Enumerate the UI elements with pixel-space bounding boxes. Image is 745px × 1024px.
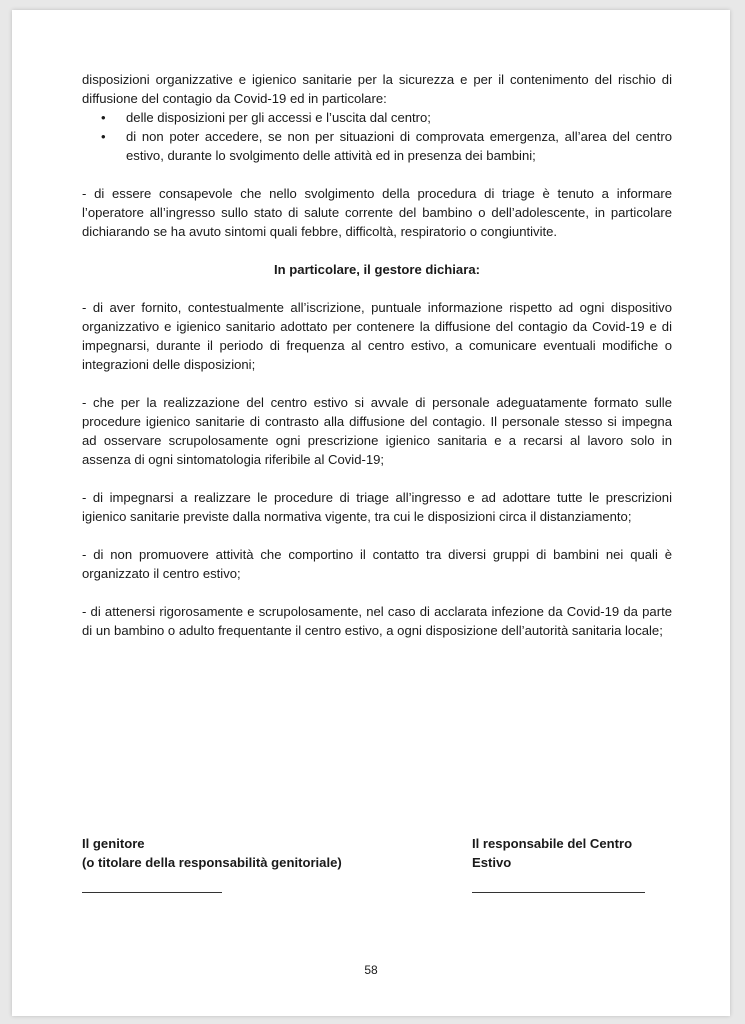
declaration-paragraph: - di attenersi rigorosamente e scrupolosamente, nel caso di acclarata infezione da Covid-19 da parte di un bambino o adulto frequentante il centro estivo, a ogni disposizione dell’autorità sanitaria locale; [82,604,672,638]
page-number: 58 [364,963,378,977]
signature-line-parent [82,892,222,893]
bullet-item: • delle disposizioni per gli accessi e l’uscita dal centro; [126,108,672,127]
triage-paragraph: - di essere consapevole che nello svolgimento della procedura di triage è tenuto a informare l’operatore all’ingresso sullo stato di salute corrente del bambino o dell’adolescente, in particolare dichiarando se ha avuto sintomi quali febbre, difficoltà, respiratorio o congiuntivite. [82,186,672,239]
signature-block-parent [82,834,382,872]
signature-title: Il genitore [82,836,145,851]
signature-block-manager [472,834,672,872]
declaration-paragraph: - di non promuovere attività che comportino il contatto tra diversi gruppi di bambini nei quali è organizzato il centro estivo; [82,547,672,581]
declaration-paragraph: - di aver fornito, contestualmente all’iscrizione, puntuale informazione rispetto ad ogni dispositivo organizzativo e igienico sanitario adottato per contenere la diffusione del contagio da Covid-19 e di impegnarsi, durante il periodo di frequenza al centro estivo, a comunicare eventuali modifiche o integrazioni delle disposizioni; [82,300,672,372]
declaration-paragraph: - di impegnarsi a realizzare le procedure di triage all’ingresso e ad adottare tutte le prescrizioni igienico sanitarie previste dalla normativa vigente, tra cui le disposizioni circa il distanziamento; [82,490,672,524]
section-heading: In particolare, il gestore dichiara: [274,262,480,277]
bullet-list [82,108,672,165]
signature-title: Il responsabile del Centro [472,836,633,851]
signature-subtitle: (o titolare della responsabilità genitoriale) [82,855,342,870]
declaration-paragraph: - che per la realizzazione del centro estivo si avvale di personale adeguatamente formato sulle procedure igienico sanitarie di contrasto alla diffusione del contagio. Il personale stesso si impegna ad osservare scrupolosamente ogni prescrizione igienico sanitaria e a recarsi al lavoro solo in assenza di ogni sintomatologia riferibile al Covid-19; [82,395,672,467]
signature-subtitle: Estivo [472,855,512,870]
document-page [12,10,730,1016]
intro-paragraph: disposizioni organizzative e igienico sanitarie per la sicurezza e per il contenimento del rischio di diffusione del contagio da Covid-19 ed in particolare: [82,72,672,106]
signature-line-manager [472,892,645,893]
bullet-item: • di non poter accedere, se non per situazioni di comprovata emergenza, all’area del centro estivo, durante lo svolgimento delle attività ed in presenza dei bambini; [126,127,672,165]
document-body [82,70,672,640]
